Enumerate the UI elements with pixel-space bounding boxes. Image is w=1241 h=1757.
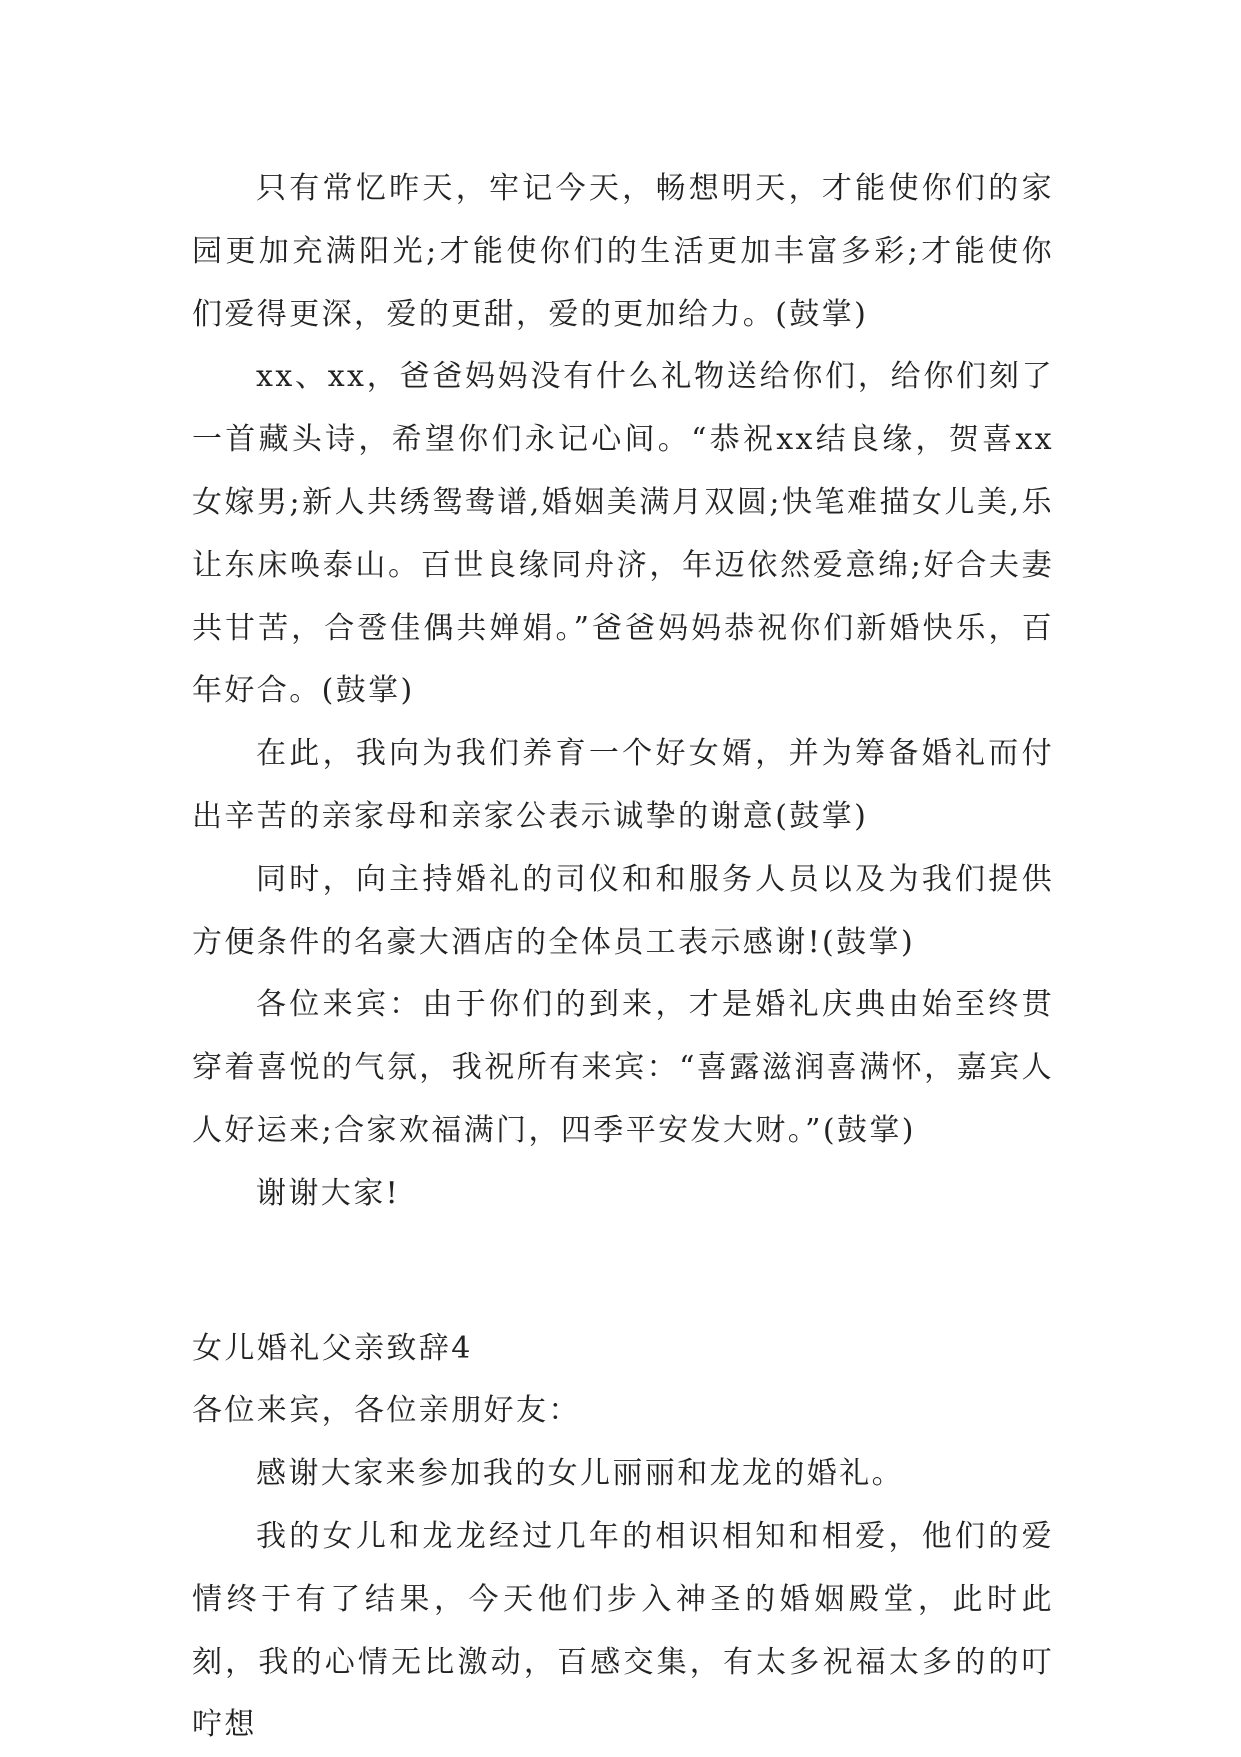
paragraph: 各位来宾：由于你们的到来，才是婚礼庆典由始至终贯穿着喜悦的气氛，我祝所有来宾：“喜露滋润喜满怀，嘉宾人人好运来;合家欢福满门，四季平安发大财。”(鼓掌)	[192, 987, 1054, 1148]
paragraph: 我的女儿和龙龙经过几年的相识相知和相爱，他们的爱情终于有了结果，今天他们步入神圣的婚姻殿堂，此时此刻，我的心情无比激动，百感交集，有太多祝福太多的的叮咛想	[192, 1518, 1054, 1743]
document-body	[192, 158, 1054, 1757]
salutation: 各位来宾，各位亲朋好友：	[192, 1393, 581, 1429]
paragraph: xx、xx，爸爸妈妈没有什么礼物送给你们，给你们刻了一首藏头诗，希望你们永记心间。“恭祝xx结良缘，贺喜xx女嫁男;新人共绣鸳鸯谱,婚姻美满月双圆;快笔难描女儿美,乐让东床唤泰山。百世良缘同舟济，年迈依然爱意绵;好合夫妻共甘苦，合卺佳偶共婵娟。”爸爸妈妈恭祝你们新婚快乐，百年好合。(鼓掌)	[192, 359, 1054, 709]
paragraph: 谢谢大家!	[256, 1175, 401, 1211]
paragraph: 只有常忆昨天，牢记今天，畅想明天，才能使你们的家园更加充满阳光;才能使你们的生活更加丰富多彩;才能使你们爱得更深，爱的更甜，爱的更加给力。(鼓掌)	[192, 171, 1054, 332]
section-gap	[192, 1226, 1054, 1318]
paragraph: 同时，向主持婚礼的司仪和和服务人员以及为我们提供方便条件的名豪大酒店的全体员工表示感谢!(鼓掌)	[192, 861, 1054, 960]
paragraph: 在此，我向为我们养育一个好女婿，并为筹备婚礼而付出辛苦的亲家母和亲家公表示诚挚的谢意(鼓掌)	[192, 736, 1054, 834]
section-title: 女儿婚礼父亲致辞4	[192, 1330, 473, 1366]
paragraph: 感谢大家来参加我的女儿丽丽和龙龙的婚礼。	[256, 1456, 904, 1492]
